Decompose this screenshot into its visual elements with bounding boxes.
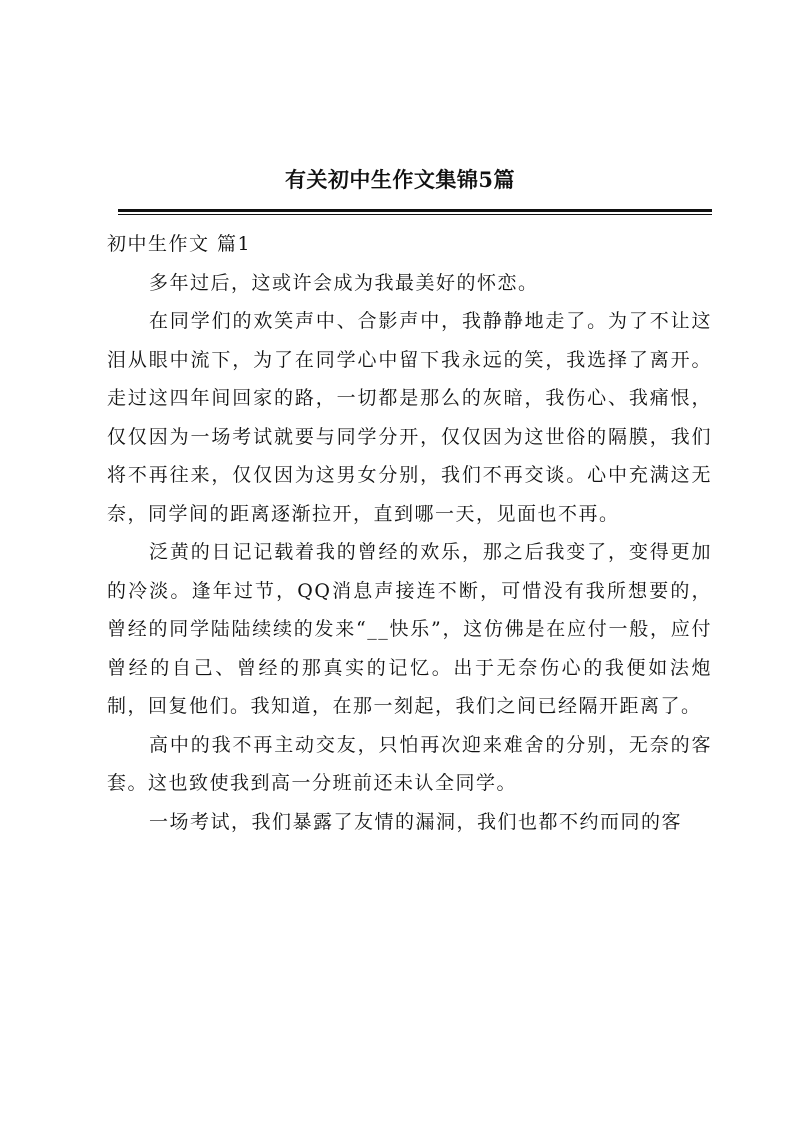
paragraph-3: 泛黄的日记记载着我的曾经的欢乐，那之后我变了，变得更加的冷淡。逢年过节，QQ消息声接连不断，可惜没有我所想要的，曾经的同学陆陆续续的发来“__快乐”，这仿佛是在应付一般，应付曾经的自己、曾经的那真实的记忆。出于无奈伤心的我便如法炮制，回复他们。我知道，在那一刻起，我们之间已经隔开距离了。 <box>107 541 712 717</box>
title-divider-thin <box>118 214 712 215</box>
paragraph-5: 一场考试，我们暴露了友情的漏洞，我们也都不约而同的客 <box>149 810 683 833</box>
paragraph-2: 在同学们的欢笑声中、合影声中，我静静地走了。为了不让这泪从眼中流下，为了在同学心中留下我永远的笑，我选择了离开。走过这四年间回家的路，一切都是那么的灰暗，我伤心、我痛恨，仅仅因为一场考试就要与同学分开，仅仅因为这世俗的隔膜，我们将不再往来，仅仅因为这男女分别，我们不再交谈。心中充满这无奈，同学间的距离逐渐拉开，直到哪一天，见面也不再。 <box>107 310 712 525</box>
paragraph-1: 多年过后，这或许会成为我最美好的怀恋。 <box>149 271 539 294</box>
paragraph-4: 高中的我不再主动交友，只怕再次迎来难舍的分别，无奈的客套。这也致使我到高一分班前还未认全同学。 <box>107 733 712 794</box>
document-body <box>107 225 712 841</box>
section-heading: 初中生作文 篇1 <box>107 233 252 255</box>
title-divider-thick <box>118 209 712 212</box>
document-title: 有关初中生作文集锦5篇 <box>284 167 516 192</box>
